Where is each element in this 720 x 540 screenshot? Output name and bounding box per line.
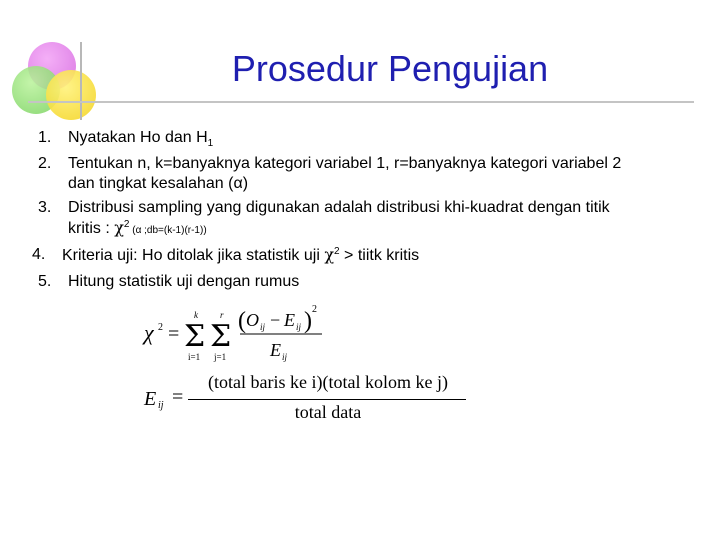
chi-symbol: χ [114,218,124,237]
list-item [32,245,708,268]
svg-text:ij: ij [282,352,288,362]
svg-text:=: = [168,323,180,345]
svg-text:Σ: Σ [184,319,206,354]
item-number: 1. [38,129,52,146]
svg-text:χ: χ [144,320,154,345]
item-number: 4. [32,246,46,263]
svg-text:(: ( [238,308,246,334]
ij-subscript: ij [158,400,164,411]
list-item [38,128,708,150]
svg-text:ij: ij [296,322,302,332]
item-text: Nyatakan Ho dan H [68,129,208,146]
item-number: 5. [38,273,52,290]
yellow-circle-icon [46,70,96,120]
svg-text:r: r [220,310,224,320]
item-text-line2 [68,218,708,241]
fraction-line [188,399,466,400]
svg-text:2: 2 [312,304,317,315]
svg-text:E: E [284,310,295,330]
item-number: 2. [38,155,52,172]
formula-numerator: (total baris ke i)(total kolom ke j) [208,372,448,392]
equals-sign: = [172,386,184,408]
svg-text:Σ: Σ [210,319,232,354]
item-number: 3. [38,199,52,216]
svg-text:E: E [270,340,281,360]
chi-square-formula [142,302,342,362]
list-item [38,154,708,194]
superscript: 2 [123,219,130,230]
item-text-line1: Distribusi sampling yang digunakan adalah distribusi khi-kuadrat dengan titik [68,199,610,216]
superscript: 2 [334,246,340,257]
logo-circles-decoration [8,36,100,116]
subscript: 1 [207,138,214,149]
list-item [38,272,708,292]
item-text-suffix: > tiitk kritis [339,247,420,264]
svg-text:−: − [270,310,281,330]
svg-text:O: O [246,310,259,330]
svg-text:j=1: j=1 [214,352,227,362]
expected-frequency-formula [142,372,472,428]
formula-denominator: total data [294,402,362,422]
svg-text:2: 2 [158,322,163,333]
item-text: Hitung statistik uji dengan rumus [68,273,300,290]
horizontal-divider [28,101,694,103]
slide-title: Prosedur Pengujian [231,48,549,89]
df-note: (α ;db=(k-1)(r-1)) [129,225,207,236]
item-text-prefix: Kriteria uji: Ho ditolak jika statistik uji [62,247,325,264]
list-item [38,198,708,241]
svg-text:): ) [304,308,312,334]
kritis-label: kritis : [68,220,115,237]
item-text-line2: dan tingkat kesalahan (α) [68,175,249,192]
svg-text:ij: ij [260,322,266,332]
svg-text:k: k [194,310,198,320]
procedure-list [32,128,708,296]
svg-text:i=1: i=1 [188,352,201,362]
item-text-line1: Tentukan n, k=banyaknya kategori variabel 1, r=banyaknya kategori variabel 2 [68,155,622,172]
e-symbol: E [144,388,157,410]
chi-symbol: χ [324,245,335,264]
vertical-divider [80,42,82,120]
